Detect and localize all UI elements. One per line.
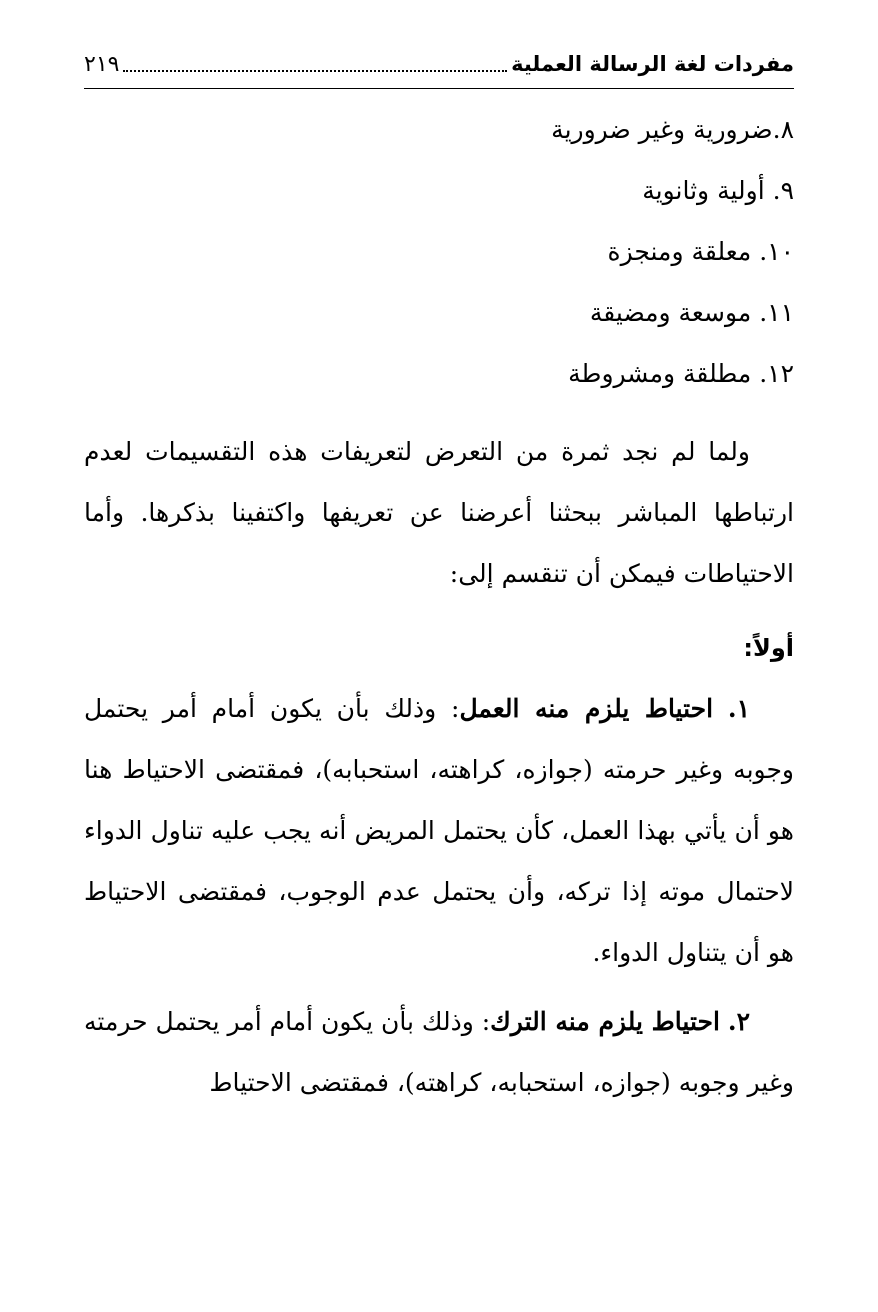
classification-list: [84, 104, 794, 409]
numbered-paragraph: [84, 991, 794, 1113]
running-header-title: مفردات لغة الرسالة العملية: [511, 52, 794, 76]
numbered-paragraph: [84, 678, 794, 983]
running-header: [84, 44, 794, 84]
list-item: ٩. أولية وثانوية: [642, 176, 794, 205]
header-rule: [84, 88, 794, 89]
section-heading-label: أولاً: [752, 634, 794, 662]
list-item: ١١. موسعة ومضيقة: [589, 298, 794, 327]
item-number: ٢.: [727, 1007, 751, 1036]
page-number: ٢١٩: [84, 51, 120, 77]
item-term: احتياط يلزم منه الترك: [490, 1007, 720, 1036]
list-item: ١٢. مطلقة ومشروطة: [568, 359, 794, 388]
item-text: : وذلك بأن يكون أمام أمر يحتمل حرمته وغير وجوبه (جوازه، استحبابه، كراهته)، فمقتضى الاحتياط: [84, 1007, 794, 1097]
list-item: ٨.ضرورية وغير ضرورية: [551, 115, 794, 144]
item-number: ١.: [727, 694, 750, 723]
list-item: ١٠. معلقة ومنجزة: [607, 237, 794, 266]
page-body: [84, 104, 794, 1113]
intro-paragraph: ولما لم نجد ثمرة من التعرض لتعريفات هذه التقسيمات لعدم ارتباطها المباشر ببحثنا أعرضنا عن تعريفها واكتفينا بذكرها. وأما الاحتياطات فيمكن أن تنقسم إلى:: [84, 437, 794, 588]
dotted-leader: [123, 70, 507, 72]
section-heading-colon: :: [743, 634, 753, 662]
section-heading: [84, 628, 794, 668]
item-text: : وذلك بأن يكون أمام أمر يحتمل وجوبه وغير حرمته (جوازه، كراهته، استحبابه)، فمقتضى الاحتياط هنا هو أن يأتي بهذا العمل، كأن يحتمل المريض أنه يجب عليه تناول الدواء لاحتمال موته إذا تركه، وأن يحتمل عدم الوجوب، فمقتضى الاحتياط هو أن يتناول الدواء.: [84, 694, 794, 967]
item-term: احتياط يلزم منه العمل: [459, 694, 714, 723]
